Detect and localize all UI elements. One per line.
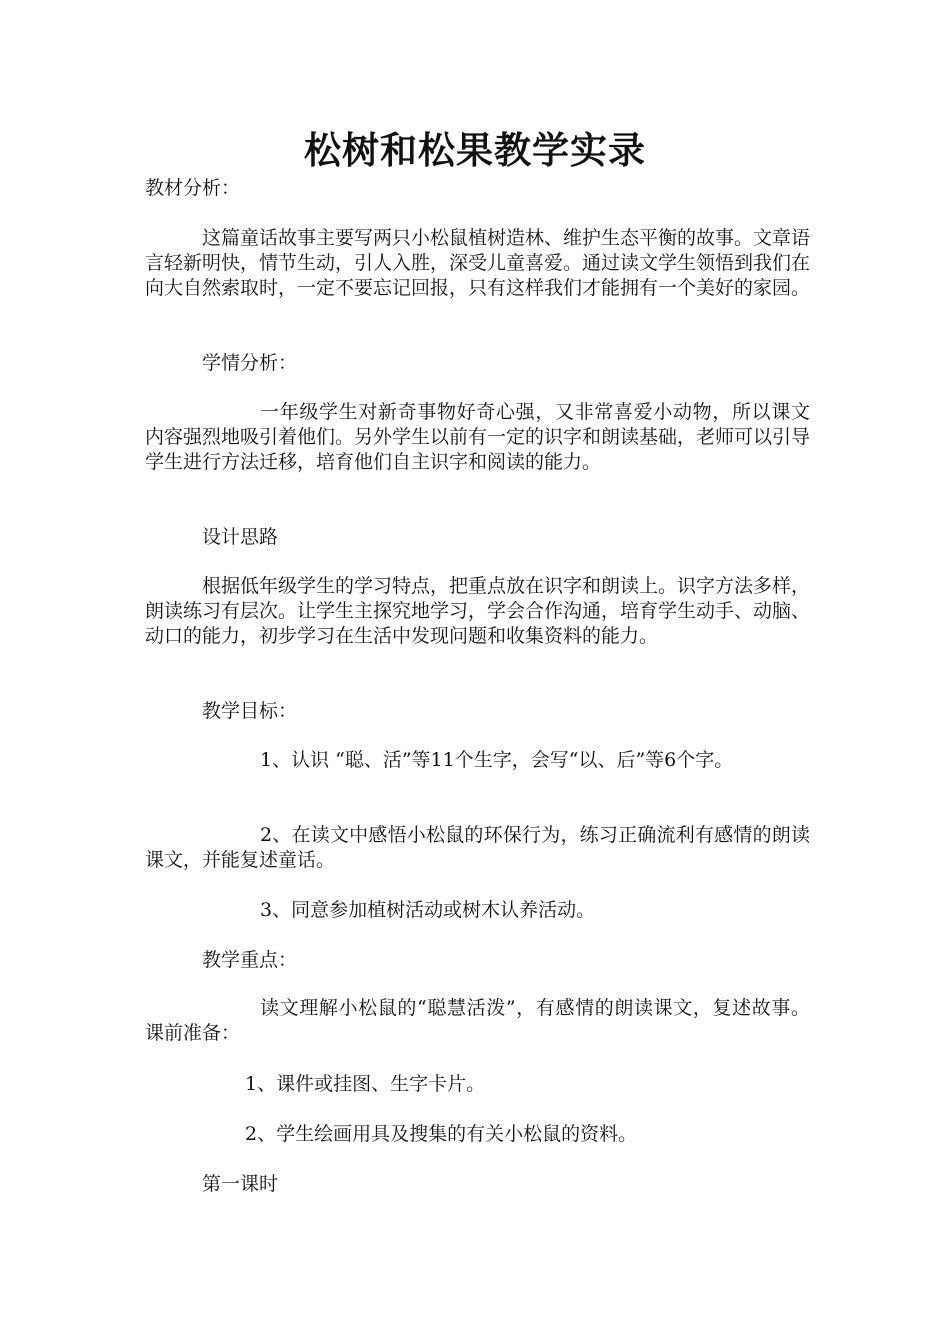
learner-body: 一年级学生对新奇事物好奇心强，又非常喜爱小动物，所以课文内容强烈地吸引着他们。另外学生以前有一定的识字和朗读基础，老师可以引导学生进行方法迁移，培育他们自主识字和阅读的能力。: [145, 401, 811, 473]
focus-heading: 教学重点：: [202, 949, 298, 971]
material-heading: 教材分析：: [145, 177, 241, 199]
goal-item-3: 3、同意参加植树活动或树木认养活动。: [260, 899, 596, 921]
design-heading: 设计思路: [202, 526, 279, 548]
goals-heading: 教学目标：: [202, 700, 298, 722]
goal-item-2: 2、在读文中感悟小松鼠的环保行为，练习正确流利有感情的朗读课文，并能复述童话。: [145, 824, 810, 871]
lesson-heading: 第一课时: [202, 1173, 279, 1195]
design-body: 根据低年级学生的学习特点，把重点放在识字和朗读上。识字方法多样，朗读练习有层次。让学生主探究地学习，学会合作沟通，培育学生动手、动脑、动口的能力，初步学习在生活中发现问题和收集资料的能力。: [145, 575, 811, 647]
prep-item-1: 1、课件或挂图、生字卡片。: [245, 1073, 486, 1095]
goal-item-1: 1、认识 “聪、活”等11个生字，会写“以、后”等6个字。: [260, 749, 734, 771]
prep-item-2: 2、学生绘画用具及搜集的有关小松鼠的资料。: [245, 1123, 638, 1145]
focus-body: 读文理解小松鼠的“聪慧活泼”，有感情的朗读课文，复述故事。课前准备：: [145, 997, 810, 1044]
document-title: 松树和松果教学实录: [304, 129, 646, 172]
material-body: 这篇童话故事主要写两只小松鼠植树造林、维护生态平衡的故事。文章语言轻新明快，情节生动，引人入胜，深受儿童喜爱。通过读文学生领悟到我们在向大自然索取时，一定不要忘记回报，只有这样我们才能拥有一个美好的家园。: [145, 227, 811, 299]
learner-heading: 学情分析：: [202, 352, 298, 374]
